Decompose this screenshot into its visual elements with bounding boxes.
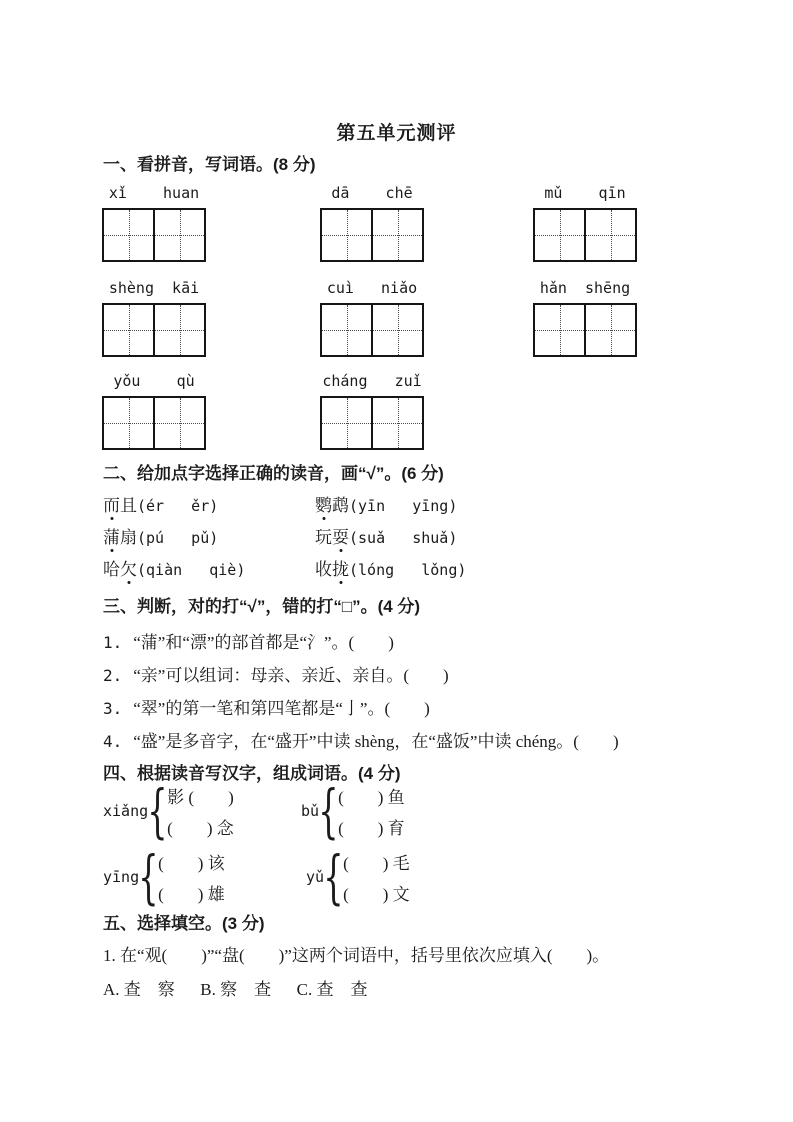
grid-cell: [535, 305, 584, 355]
pinyin-grid-row-2: [0, 279, 793, 359]
dotted-char: 鹦: [315, 491, 332, 516]
section4-header: 四、根据读音写汉字，组成词语。(4 分): [103, 764, 401, 783]
word-part: 收: [315, 560, 332, 579]
item-number: 2.: [103, 666, 123, 685]
writing-grid: [533, 208, 637, 262]
pinyin-label: xiǎng: [103, 802, 149, 820]
word-part: 扇: [120, 528, 137, 547]
item-text: “翠”的第一笔和第四笔都是“亅”。( ): [133, 699, 430, 718]
homophone-line: ( ) 文: [343, 885, 410, 904]
answer-options: A. 查 察 B. 察 查 C. 查 查: [103, 980, 368, 999]
homophone-group: [306, 847, 410, 907]
word-part: 哈: [103, 560, 120, 579]
homophone-lines: [158, 849, 225, 905]
pinyin-label: bǔ: [301, 802, 320, 820]
brace-icon: [320, 781, 336, 841]
reading-choice-item: [315, 555, 466, 580]
grid-cell: [153, 305, 204, 355]
pinyin-label: yǒu qù: [113, 372, 195, 390]
brace-icon: [140, 847, 156, 907]
judgment-item: [103, 661, 449, 686]
section2-header: 二、给加点字选择正确的读音，画“√”。(6 分): [103, 464, 444, 483]
grid-cell: [371, 398, 422, 448]
pinyin-options: (qiàn qiè): [137, 561, 246, 579]
grid-cell: [371, 210, 422, 260]
item-number: 4.: [103, 732, 123, 751]
pinyin-grid-row-3: [0, 372, 793, 452]
word-part: 鹉: [332, 496, 349, 515]
dotted-char: 拢: [332, 555, 349, 580]
grid-cell: [371, 305, 422, 355]
writing-grid: [102, 303, 206, 357]
pinyin-label: yīng: [103, 868, 140, 886]
grid-cell: [584, 305, 635, 355]
fill-blank-question: 1. 在“观( )”“盘( )”这两个词语中，括号里依次应填入( )。: [103, 946, 610, 965]
writing-grid: [320, 396, 424, 450]
dotted-char: 耍: [332, 523, 349, 548]
pinyin-label: hǎn shēng: [539, 279, 631, 297]
section1-header: 一、看拼音，写词语。(8 分): [103, 155, 316, 174]
reading-choice-item: [315, 523, 457, 548]
pinyin-options: (lóng lǒng): [349, 561, 467, 579]
homophone-line: ( ) 育: [338, 819, 405, 838]
item-number: 3.: [103, 699, 123, 718]
homophone-line: ( ) 该: [158, 854, 225, 873]
brace-icon: [149, 781, 165, 841]
pinyin-options: (pú pǔ): [137, 529, 219, 547]
page-title: 第五单元测评: [336, 123, 457, 144]
section3-header: 三、判断，对的打“√”，错的打“□”。(4 分): [103, 597, 421, 616]
grid-cell: [104, 210, 153, 260]
item-text: “蒲”和“漂”的部首都是“氵”。( ): [133, 633, 394, 652]
grid-cell: [322, 398, 371, 448]
brace-icon: [325, 847, 341, 907]
dotted-char: 欠: [120, 555, 137, 580]
reading-choice-item: [103, 555, 245, 580]
homophone-lines: [343, 849, 410, 905]
writing-grid: [533, 303, 637, 357]
grid-cell: [322, 305, 371, 355]
pinyin-label: cháng zuǐ: [322, 372, 422, 390]
homophone-line: ( ) 雄: [158, 885, 225, 904]
reading-choice-item: [103, 491, 218, 516]
pinyin-label: yǔ: [306, 868, 325, 886]
grid-cell: [153, 398, 204, 448]
homophone-line: ( ) 鱼: [338, 788, 405, 807]
pinyin-label: cuì niǎo: [326, 279, 418, 297]
item-number: 1.: [103, 633, 123, 652]
dotted-char: 蒲: [103, 523, 120, 548]
writing-grid: [102, 208, 206, 262]
writing-grid: [320, 303, 424, 357]
reading-choice-item: [103, 523, 218, 548]
homophone-line: ( ) 毛: [343, 854, 410, 873]
pinyin-grid-row-1: [0, 184, 793, 264]
homophone-group: [301, 781, 405, 841]
writing-grid: [102, 396, 206, 450]
dotted-char: 而: [103, 491, 120, 516]
section5-header: 五、选择填空。(3 分): [103, 914, 265, 933]
grid-cell: [535, 210, 584, 260]
pinyin-options: (ér ěr): [137, 497, 219, 515]
homophone-lines: [167, 783, 234, 839]
pinyin-label: dā chē: [331, 184, 413, 202]
pinyin-label: xǐ huan: [108, 184, 200, 202]
pinyin-options: (suǎ shuǎ): [349, 529, 458, 547]
word-part: 玩: [315, 528, 332, 547]
grid-cell: [104, 305, 153, 355]
homophone-group: [103, 781, 234, 841]
item-text: “盛”是多音字，在“盛开”中读 shèng，在“盛饭”中读 chéng。( ): [133, 732, 619, 751]
homophone-group: [103, 847, 225, 907]
judgment-item: [103, 628, 394, 653]
pinyin-label: mǔ qīn: [544, 184, 626, 202]
pinyin-options: (yīn yīng): [349, 497, 458, 515]
writing-grid: [320, 208, 424, 262]
reading-choice-item: [315, 491, 457, 516]
word-part: 且: [120, 496, 137, 515]
homophone-line: 影 ( ): [167, 788, 234, 807]
grid-cell: [322, 210, 371, 260]
grid-cell: [104, 398, 153, 448]
homophone-lines: [338, 783, 405, 839]
grid-cell: [584, 210, 635, 260]
judgment-item: [103, 727, 619, 752]
pinyin-label: shèng kāi: [108, 279, 200, 297]
homophone-line: ( ) 念: [167, 819, 234, 838]
judgment-item: [103, 694, 430, 719]
item-text: “亲”可以组词：母亲、亲近、亲自。( ): [133, 666, 449, 685]
grid-cell: [153, 210, 204, 260]
